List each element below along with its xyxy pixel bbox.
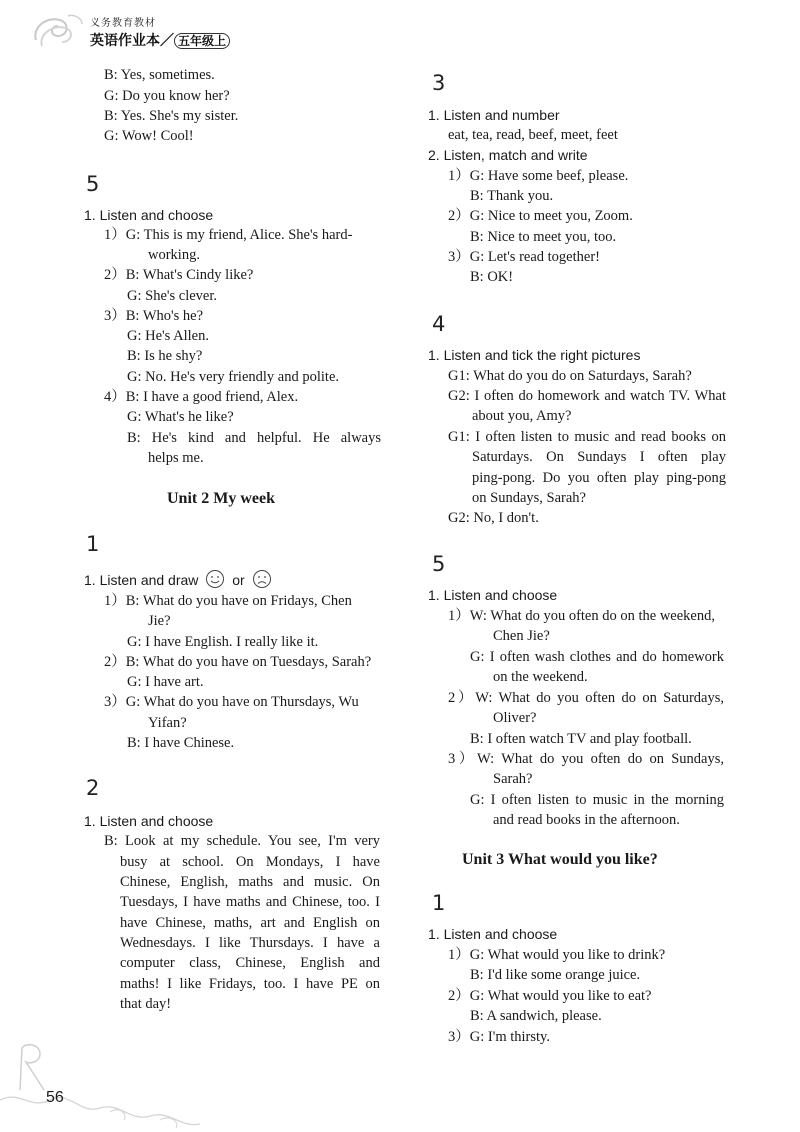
book-name: 英语作业本 <box>90 33 160 49</box>
page-header <box>28 10 328 54</box>
dialogue-line: B: OK! <box>470 269 514 285</box>
dialogue-line: B: He's kind and helpful. He always <box>127 430 381 446</box>
passage-line: Chinese, English, maths and music. On <box>120 874 380 890</box>
dialogue-line: 1）G: What would you like to drink? <box>448 947 666 963</box>
passage-line: busy at school. On Mondays, I have <box>120 854 380 870</box>
dialogue-line: B: A sandwich, please. <box>470 1008 602 1024</box>
dialogue-line: 1）W: What do you often do on the weekend, <box>448 608 715 624</box>
dialogue-line: 2）W: What do you often do on Saturdays, <box>448 690 724 706</box>
passage-line: that day! <box>120 996 172 1012</box>
task-heading: 1. Listen and choose <box>84 813 214 829</box>
dialogue-line: G1: What do you do on Saturdays, Sarah? <box>448 368 692 384</box>
sad-face-icon <box>252 569 272 589</box>
dialogue-line: G: What's he like? <box>127 409 234 425</box>
dialogue-line: Chen Jie? <box>493 628 550 644</box>
task-heading: 1. Listen and tick the right pictures <box>428 347 641 363</box>
dialogue-line: 2）B: What's Cindy like? <box>104 267 254 283</box>
dialogue-line: Oliver? <box>493 710 537 726</box>
section-number: 1 <box>432 891 446 915</box>
task-heading <box>84 569 275 589</box>
dialogue-line: Yifan? <box>148 715 187 731</box>
dialogue-line: G: I often listen to music in the morning <box>470 792 724 808</box>
unit-title: Unit 3 What would you like? <box>462 851 658 868</box>
series-label: 义务教育教材 <box>90 18 156 29</box>
task-heading: 1. Listen and choose <box>428 587 558 603</box>
section-number: 4 <box>432 312 446 336</box>
dialogue-line: ping-pong. Do you often play ping-pong <box>472 470 726 486</box>
section-number: 5 <box>432 552 446 576</box>
dialogue-line: B: Is he shy? <box>127 348 203 364</box>
task-heading: 1. Listen and choose <box>428 926 558 942</box>
passage-line: maths! I like Fridays, too. I have PE on <box>120 976 380 992</box>
section-number: 3 <box>432 71 446 95</box>
passage-line: Tuesdays, I have maths and Chinese, too. I <box>120 894 380 910</box>
word-list: eat, tea, read, beef, meet, feet <box>448 127 618 143</box>
section-number: 1 <box>86 532 100 556</box>
dialogue-line: 3）W: What do you often do on Sundays, <box>448 751 724 767</box>
dialogue-line: Jie? <box>148 613 171 629</box>
dialogue-line: and read books in the afternoon. <box>493 812 680 828</box>
unit-title: Unit 2 My week <box>167 490 275 507</box>
dialogue-line: G: Wow! Cool! <box>104 128 194 144</box>
dialogue-line: B: Thank you. <box>470 188 554 204</box>
passage-line: B: Look at my schedule. You see, I'm very <box>104 833 380 849</box>
passage-line: Wednesdays. I like Thursdays. I have a <box>120 935 380 951</box>
dialogue-line: G: I have English. I really like it. <box>127 634 319 650</box>
dialogue-line: 1）G: This is my friend, Alice. She's hard- <box>104 227 353 243</box>
book-title: 英语作业本／ 五年级上 <box>90 30 230 50</box>
dialogue-line: 2）G: What would you like to eat? <box>448 988 652 1004</box>
dialogue-line: B: I'd like some orange juice. <box>470 967 641 983</box>
dialogue-line: G: Do you know her? <box>104 88 230 104</box>
dialogue-line: 1）G: Have some beef, please. <box>448 168 629 184</box>
dialogue-line: G: He's Allen. <box>127 328 209 344</box>
dialogue-line: 3）G: What do you have on Thursdays, Wu <box>104 694 359 710</box>
dialogue-line: 3）B: Who's he? <box>104 308 204 324</box>
dialogue-line: B: Nice to meet you, too. <box>470 229 617 245</box>
dialogue-line: B: Yes. She's my sister. <box>104 108 239 124</box>
dialogue-line: 3）G: I'm thirsty. <box>448 1029 550 1045</box>
task-heading-or: or <box>232 572 245 588</box>
task-heading-text: 1. Listen and draw <box>84 572 199 588</box>
dialogue-line: 4）B: I have a good friend, Alex. <box>104 389 299 405</box>
dialogue-line: G: I often wash clothes and do homework <box>470 649 724 665</box>
dialogue-line: B: I often watch TV and play football. <box>470 731 692 747</box>
dialogue-line: G2: I often do homework and watch TV. What <box>448 388 726 404</box>
dialogue-line: on the weekend. <box>493 669 588 685</box>
dialogue-line: G: No. He's very friendly and polite. <box>127 369 340 385</box>
dialogue-line: helps me. <box>148 450 204 466</box>
dialogue-line: G: I have art. <box>127 674 204 690</box>
dialogue-line: 3）G: Let's read together! <box>448 249 600 265</box>
passage-line: have Chinese, maths, art and English on <box>120 915 380 931</box>
dialogue-line: on Sundays, Sarah? <box>472 490 586 506</box>
dialogue-line: 2）B: What do you have on Tuesdays, Sarah? <box>104 654 372 670</box>
page-number: 56 <box>46 1089 64 1106</box>
dialogue-line: G1: I often listen to music and read books on <box>448 429 726 445</box>
task-heading: 1. Listen and choose <box>84 207 214 223</box>
dialogue-line: 1）B: What do you have on Fridays, Chen <box>104 593 352 609</box>
dialogue-line: 2）G: Nice to meet you, Zoom. <box>448 208 633 224</box>
dialogue-line: B: Yes, sometimes. <box>104 67 215 83</box>
grade-label: 五年级上 <box>174 33 230 49</box>
section-number: 5 <box>86 172 100 196</box>
smiley-face-icon <box>205 569 225 589</box>
task-heading: 2. Listen, match and write <box>428 147 588 163</box>
dialogue-line: working. <box>148 247 200 263</box>
dialogue-line: about you, Amy? <box>472 408 572 424</box>
passage-line: computer class, Chinese, English and <box>120 955 380 971</box>
footer-swirl-decoration <box>0 1040 360 1130</box>
task-heading: 1. Listen and number <box>428 107 560 123</box>
dialogue-line: Sarah? <box>493 771 533 787</box>
swirl-logo-icon <box>28 10 86 52</box>
dialogue-line: G2: No, I don't. <box>448 510 539 526</box>
dialogue-line: G: She's clever. <box>127 288 217 304</box>
dialogue-line: B: I have Chinese. <box>127 735 235 751</box>
dialogue-line: Saturdays. On Sundays I often play <box>472 449 726 465</box>
section-number: 2 <box>86 776 100 800</box>
